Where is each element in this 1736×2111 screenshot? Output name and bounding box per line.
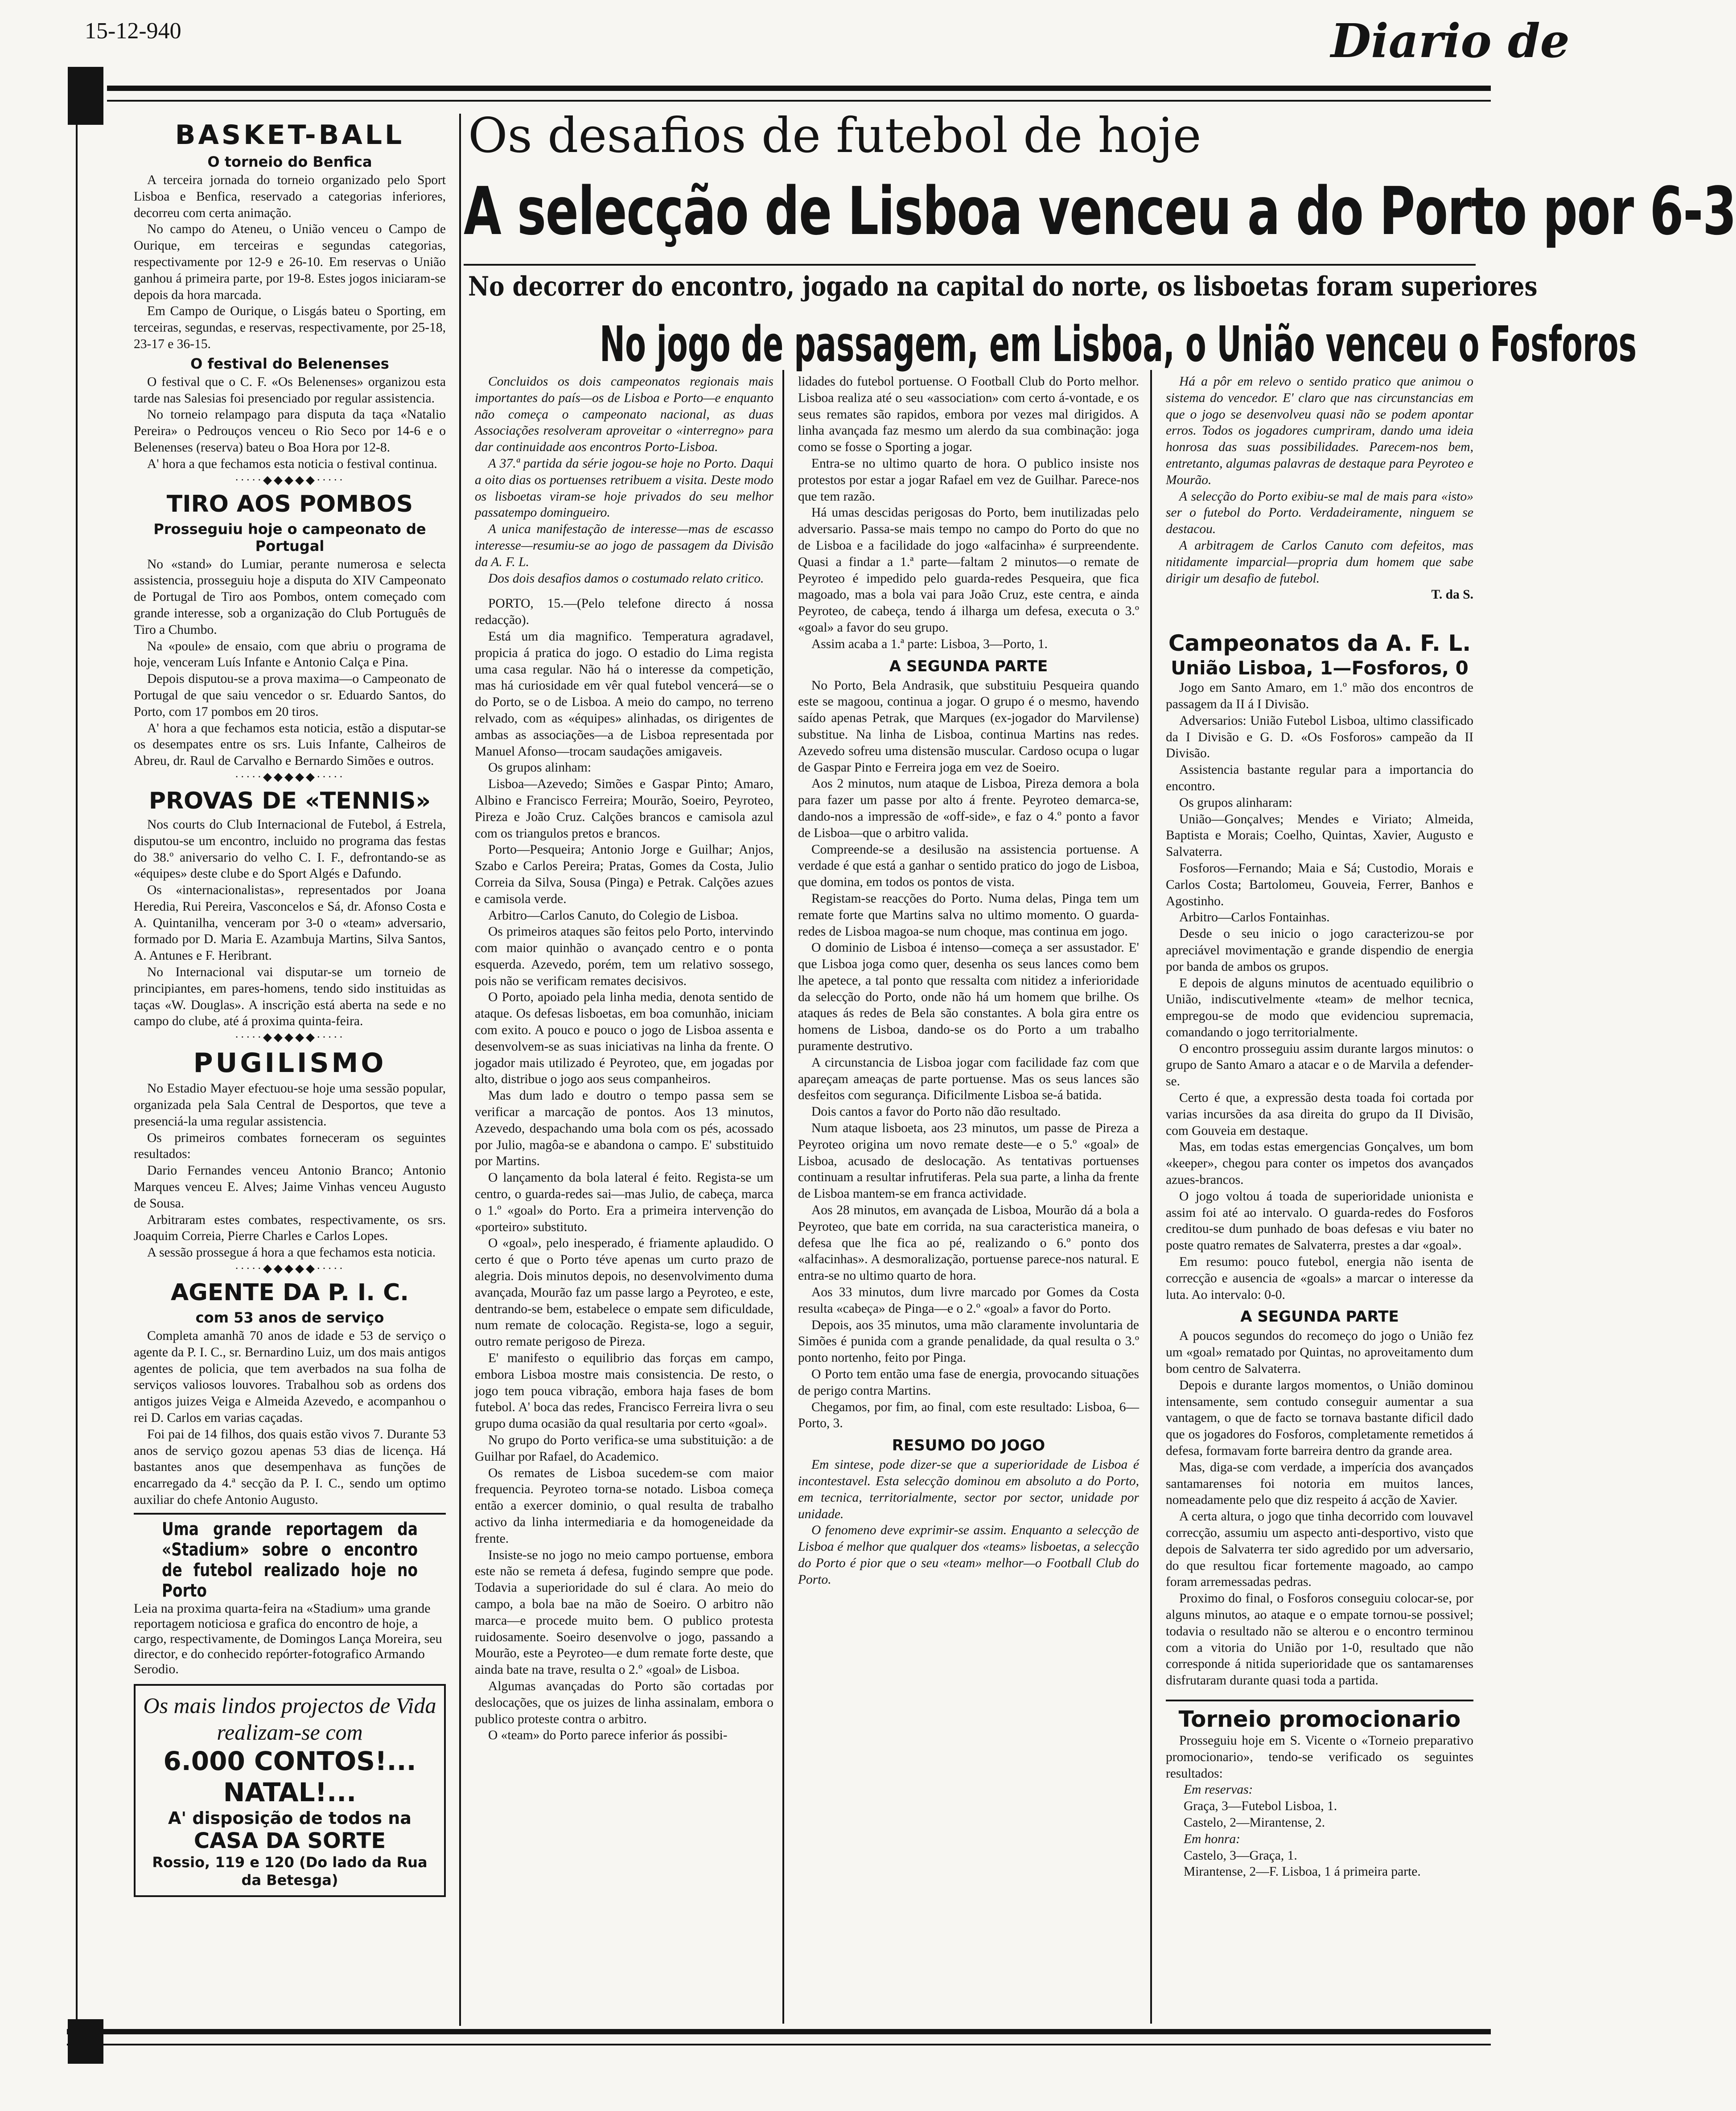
- article-paragraph: Os primeiros ataques são feitos pelo Porto, intervindo com maior quinhão o avançado centro e o ponta esquerda. Azevedo, porém, tem um relativo sossego, pois não se verificam remates decisivos.: [475, 924, 773, 988]
- sorte-ad-address: Rossio, 119 e 120 (Do lado da Rua da Betesga): [152, 1853, 428, 1889]
- result-line: Castelo, 2—Mirantense, 2.: [1184, 1815, 1325, 1830]
- article-paragraph: Aos 28 minutos, em avançada de Lisboa, Mourão dá a bola a Peyroteo, que bate em corrida, na sua caracteristica maneira, o defesa que lhe fica ao pé, realizando o 6.º ponto dos «alfacinhas». A desmoralização, portuense parece-nos natural. E entra-se no ultimo quarto de hora.: [798, 1203, 1139, 1283]
- page-date: 15-12-940: [85, 18, 181, 44]
- article-paragraph: Aos 2 minutos, num ataque de Lisboa, Pireza demora a bola para fazer um passe por alto á frente. Peyroteo demarca-se, dando-nos a impressão de «off-side», e faz o 4.º ponto a favor de Lisboa—que o arbitro valida.: [798, 776, 1139, 840]
- article-paragraph: E depois de alguns minutos de acentuado equilibrio o União, indiscutivelmente «team» de melhor tecnica, empregou-se de modo que evidenciou supremacia, comandando o jogo territorialmente.: [1166, 976, 1473, 1039]
- column-divider-1: [459, 114, 461, 2026]
- basket-subtitle: O torneio do Benfica: [207, 153, 372, 170]
- casa-da-sorte-ad: [134, 1684, 446, 1897]
- result-category: Em reservas:: [1184, 1782, 1253, 1797]
- result-category: Em honra:: [1184, 1832, 1241, 1846]
- article-paragraph: Assistencia bastante regular para a importancia do encontro.: [1166, 763, 1473, 793]
- tiro-subtitle: Prosseguiu hoje o campeonato de Portugal: [153, 520, 426, 554]
- top-rule: [107, 86, 1491, 91]
- column-divider-3: [1150, 370, 1152, 2024]
- sorte-ad-line: A' disposição de todos na: [168, 1808, 411, 1828]
- article-paragraph: No campo do Ateneu, o União venceu o Campo de Ourique, em terceiras e segundas categorias, respectivamente por 12-9 e 26-10. Em reservas o União ganhou á primeira parte, por 19-8. Estes jogos iniciaram-se depois da hora marcada.: [134, 222, 446, 302]
- corner-block-top: [68, 67, 103, 125]
- article-paragraph: Os primeiros combates forneceram os seguintes resultados:: [134, 1130, 446, 1162]
- corner-block-bottom: [68, 2019, 103, 2064]
- article-paragraph: Depois e durante largos momentos, o União dominou intensamente, sem contudo conseguir aumentar a sua vantagem, o que de facto se tornava bastante dificil dado que os jogadores do Fosforos, completamente remetidos á defesa, formavam forte barreira dentro da grande area.: [1166, 1378, 1473, 1458]
- article-paragraph: No grupo do Porto verifica-se uma substituição: a de Guilhar por Rafael, do Academico.: [475, 1433, 773, 1464]
- article-paragraph: Foi pai de 14 filhos, dos quais estão vivos 7. Durante 53 anos de serviço gozou apenas 53 dias de licença. Há bastantes anos que desempenhava as funções de encarregado da 4.ª secção da P. I. C., sendo um optimo auxiliar do chefe Antonio Augusto.: [134, 1427, 446, 1507]
- column-4: [1166, 374, 1473, 1880]
- agente-subtitle: com 53 anos de serviço: [195, 1309, 384, 1327]
- article-paragraph: O fenomeno deve exprimir-se assim. Enquanto a selecção de Lisboa é melhor que qualquer dos «teams» lisboetas, a selecção do Porto é pior que o seu «team» melhor—o Football Club do Porto.: [798, 1523, 1139, 1587]
- author-signature: T. da S.: [1431, 587, 1473, 602]
- article-paragraph: Arbitro—Carlos Fontainhas.: [1179, 910, 1330, 925]
- section-separator: ·····◆◆◆◆◆·····: [234, 1031, 345, 1044]
- article-paragraph: Completa amanhã 70 anos de idade e 53 de serviço o agente da P. I. C., sr. Bernardino Luiz, um dos mais antigos agentes de policia, que tem averbados na sua folha de serviços valiosos louvores. Trabalhou sob as ordens dos antigos juizes Veiga e Almeida Azevedo, e acompanhou o rei D. Carlos em varias caçadas.: [134, 1329, 446, 1425]
- article-paragraph: A' hora a que fechamos esta noticia, estão a disputar-se os desempates entre os srs. Luis Infante, Calheiros de Abreu, dr. Raul de Carvalho e Bernardo Simões e outros.: [134, 721, 446, 768]
- article-paragraph: Jogo em Santo Amaro, em 1.º mão dos encontros de passagem da II á I Divisão.: [1166, 681, 1473, 711]
- column-3: [798, 374, 1139, 1588]
- article-paragraph: Compreende-se a desilusão na assistencia portuense. A verdade é que está a ganhar o sentido pratico do jogo de Lisboa, que domina, em todos os pontos de vista.: [798, 842, 1139, 890]
- article-paragraph: O Porto, apoiado pela linha media, denota sentido de ataque. Os defesas lisboetas, em boa comunhão, iniciam com exito. A pouco e pouco o jogo de Lisboa assenta e desenvolvem-se as suas iniciativas na linha da frente. O jogador mais utilizado é Peyroteo, que, em jogadas por alto, distribue o jogo aos seus companheiros.: [475, 990, 773, 1087]
- left-margin-rule: [76, 114, 78, 2026]
- result-line: Castelo, 3—Graça, 1.: [1184, 1848, 1297, 1863]
- article-paragraph: Lisboa—Azevedo; Simões e Gaspar Pinto; Amaro, Albino e Francisco Ferreira; Mourão, Soeiro, Peyroteo, Pireza e João Cruz. Calções brancos e camisola azul com os triangulos pretos e brancos.: [475, 777, 773, 841]
- headline-rule: [464, 264, 1476, 266]
- section-separator: ·····◆◆◆◆◆·····: [234, 473, 345, 486]
- article-paragraph: A poucos segundos do recomeço do jogo o União fez um «goal» rematado por Quintas, no aproveitamento dum bom centro de Salvaterra.: [1166, 1329, 1473, 1376]
- stadium-ad-title: Uma grande reportagem da «Stadium» sobre o encontro de futebol realizado hoje no Porto: [162, 1519, 418, 1601]
- article-paragraph: PORTO, 15.—(Pelo telefone directo á nossa redacção).: [475, 596, 773, 628]
- main-kicker: Os desafios de futebol de hoje: [468, 108, 1201, 164]
- article-paragraph: A terceira jornada do torneio organizado pelo Sport Lisboa e Benfica, reservado a categorias inferiores, decorreu com certa animação.: [134, 173, 446, 220]
- result-line: Mirantense, 2—F. Lisboa, 1 á primeira parte.: [1184, 1865, 1421, 1879]
- article-paragraph: Desde o seu inicio o jogo caracterizou-se por apreciável movimentação e grande dispendio de energia por banda de ambos os grupos.: [1166, 927, 1473, 974]
- top-rule-thin: [107, 100, 1491, 102]
- sorte-ad-amount: 6.000 CONTOS!... NATAL!...: [163, 1745, 416, 1807]
- section-rule: [1166, 1700, 1473, 1701]
- article-paragraph: Os grupos alinharam:: [1179, 795, 1292, 810]
- bottom-rule: [67, 2029, 1491, 2034]
- campeonatos-subtitle: União Lisboa, 1—Fosforos, 0: [1171, 657, 1469, 679]
- article-paragraph: O «goal», pelo inesperado, é friamente aplaudido. O certo é que o Porto téve apenas um curto prazo de alegria. Dois minutos depois, no desenvolvimento duma avançada, Mourão faz um passe largo a Peyroteo, e este, dentrando-se bem, estabelece o empate sem dificuldade, num remate de colocação. Regista-se, logo a seguir, outro remate perigoso de Pireza.: [475, 1236, 773, 1349]
- sorte-ad-tagline: Os mais lindos projectos de Vida realizam-se com: [143, 1692, 436, 1745]
- segunda-parte-heading-2: A SEGUNDA PARTE: [1240, 1308, 1399, 1326]
- article-paragraph: Arbitro—Carlos Canuto, do Colegio de Lisboa.: [488, 908, 739, 923]
- article-paragraph: Mas, diga-se com verdade, a imperícia dos avançados santamarenses foi notoria em muitos lances, nomeadamente pelo que diz respeito á acção de Xavier.: [1166, 1460, 1473, 1507]
- article-paragraph: O «team» do Porto parece inferior ás possibi-: [488, 1728, 728, 1743]
- article-paragraph: Há a pôr em relevo o sentido pratico que animou o sistema do vencedor. E' claro que nas circunstancias em que o jogo se desenvolveu quasi não se podem apontar erros. Todos os jogadores cumpriram, dando uma ideia honrosa das suas possibilidades. Parecem-nos bem, entretanto, algumas palavras de destaque para Peyroteo e Mourão.: [1166, 374, 1473, 487]
- article-paragraph: O festival que o C. F. «Os Belenenses» organizou esta tarde nas Salesias foi presenciado por regular assistencia.: [134, 374, 446, 406]
- article-paragraph: Dois cantos a favor do Porto não dão resultado.: [811, 1105, 1061, 1119]
- article-paragraph: Prosseguiu hoje em S. Vicente o «Torneio preparativo promocionario», tendo-se verificado os seguintes resultados:: [1166, 1733, 1473, 1781]
- article-paragraph: O encontro prosseguiu assim durante largos minutos: o grupo de Santo Amaro a atacar e o de Marvila a defender-se.: [1166, 1041, 1473, 1089]
- article-paragraph: lidades do futebol portuense. O Football Club do Porto melhor. Lisboa realiza até o seu «association» com certo á-vontade, e os seus remates são rapidos, embora por vezes mal dirigidos. A linha avançada faz mesmo um alerdo da sua combinação: joga como se fosse o Sporting a jogar.: [798, 374, 1139, 455]
- article-paragraph: O jogo voltou á toada de superioridade unionista e assim foi até ao intervalo. O guarda-redes do Fosforos creditou-se dum punhado de boas defesas e viu bater no poste quatro remates de Salvaterra, prestes a dar «goal».: [1166, 1189, 1473, 1253]
- tiro-title: TIRO AOS POMBOS: [166, 490, 413, 517]
- tennis-title: PROVAS DE «TENNIS»: [148, 787, 431, 814]
- article-paragraph: Insiste-se no jogo no meio campo portuense, embora este não se remeta á defesa, fugindo sempre que pode. Todavia a superioridade do sul é clara. Ao meio do campo, a bola bae na mão de Soeiro. O arbitro não marca—e procede muito bem. O publico protesta ruidosamente. Soeiro desenvolve o jogo, passando a Mourão, este a Peyroteo—e dum remate forte deste, que ainda bate na trave, resulta o 2.º «goal» de Lisboa.: [475, 1548, 773, 1677]
- section-separator: ·····◆◆◆◆◆·····: [234, 1262, 345, 1275]
- festival-title: O festival do Belenenses: [190, 355, 389, 372]
- article-paragraph: Chegamos, por fim, ao final, com este resultado: Lisboa, 6—Porto, 3.: [798, 1400, 1139, 1431]
- article-paragraph: Depois, aos 35 minutos, uma mão claramente involuntaria de Simões é punida com a grande penalidade, da qual resulta o 3.º ponto nortenho, feito por Pinga.: [798, 1318, 1139, 1365]
- intro-paragraph: A unica manifestação de interesse—mas de escasso interesse—resumiu-se ao jogo de passagem da Divisão da A. F. L.: [475, 522, 773, 569]
- article-paragraph: E' manifesto o equilibrio das forças em campo, embora Lisboa mostre mais consistencia. De resto, o jogo tem pouca vibração, embora haja fases de bom futebol. A' boca das redes, Francisco Ferreira livra o seu grupo duma ocasião da qual resultaria por certo «goal».: [475, 1351, 773, 1431]
- article-paragraph: Adversarios: União Futebol Lisboa, ultimo classificado da I Divisão e G. D. «Os Fosforos» campeão da II Divisão.: [1166, 713, 1473, 761]
- article-paragraph: Em resumo: pouco futebol, energia não isenta de correcção e ausencia de «goals» a marcar o interesse da luta. Ao intervalo: 0-0.: [1166, 1255, 1473, 1302]
- stadium-ad-text: Leia na proxima quarta-feira na «Stadium» uma grande reportagem noticiosa e grafica do encontro de hoje, a cargo, respectivamente, de Domingos Lança Moreira, seu director, e do conhecido repórter-fotografico Armando Serodio.: [134, 1601, 442, 1676]
- article-paragraph: Arbitraram estes combates, respectivamente, os srs. Joaquim Correia, Pierre Charles e Carlos Lopes.: [134, 1212, 446, 1244]
- article-paragraph: No torneio relampago para disputa da taça «Natalio Pereira» o Pedrouços venceu o Rio Seco por 14-6 e o Belenenses (reserva) bateu o Boa Hora por 12-8.: [134, 407, 446, 455]
- article-paragraph: O dominio de Lisboa é intenso—começa a ser assustador. E' que Lisboa joga como quer, desenha os seus lances como bem lhe apetece, a tal ponto que ressalta com nitidez a inferioridade da selecção do Porto, onde não há um homem que brilhe. Os ataques ás redes de Bela são constantes. A bola gira entre os homens de Lisboa, dando-se os do Porto a um trabalho puramente destrutivo.: [798, 941, 1139, 1054]
- column-divider-2: [782, 370, 784, 2024]
- pugilismo-title: PUGILISMO: [193, 1047, 387, 1079]
- resumo-heading: RESUMO DO JOGO: [892, 1437, 1045, 1455]
- intro-paragraph: Dos dois desafios damos o costumado relato critico.: [488, 571, 764, 586]
- article-paragraph: Fosforos—Fernando; Maia e Sá; Custodio, Morais e Carlos Costa; Bartolomeu, Gouveia, Ferrer, Banhos e Agostinho.: [1166, 861, 1473, 908]
- article-paragraph: A certa altura, o jogo que tinha decorrido com louvavel correcção, assumiu um aspecto anti-desportivo, visto que depois de Salvaterra ter sido agredido por um adversario, do que resultou ficar fortemente magoado, ao campo foram arremessadas pedras.: [1166, 1509, 1473, 1589]
- section-rule: [134, 1513, 446, 1515]
- article-paragraph: Entra-se no ultimo quarto de hora. O publico insiste nos protestos por estar a jogar Rafael em vez de Guilhar. Parece-nos que tem razão.: [798, 456, 1139, 504]
- agente-title: AGENTE DA P. I. C.: [170, 1279, 409, 1306]
- article-paragraph: Nos courts do Club Internacional de Futebol, á Estrela, disputou-se um encontro, incluido no programa das festas do 38.º aniversario do velho C. I. F., defrontando-se as «équipes» deste clube e do Sport Algés e Dafundo.: [134, 817, 446, 881]
- article-paragraph: No «stand» do Lumiar, perante numerosa e selecta assistencia, prosseguiu hoje a disputa do XIV Campeonato de Portugal de Tiro aos Pombos, ontem começado com grande interesse, sob a organização do Club Português de Tiro a Chumbo.: [134, 557, 446, 637]
- article-paragraph: No Internacional vai disputar-se um torneio de principiantes, em pares-homens, tendo sido instituidas as taças «W. Douglas». A inscrição está aberta na sede e no campo do clube, até á proxima quinta-feira.: [134, 965, 446, 1029]
- column-1: [134, 117, 446, 1897]
- article-paragraph: União—Gonçalves; Mendes e Viriato; Almeida, Baptista e Morais; Coelho, Quintas, Xavier, Augusto e Salvaterra.: [1166, 812, 1473, 859]
- article-paragraph: No Porto, Bela Andrasik, que substituiu Pesqueira quando este se magoou, continua a jogar. O grupo é o mesmo, havendo saído apenas Petrak, que Marques (ex-jogador do Marvilense) substitue. Na linha de Lisboa, continua Martins nas redes. Azevedo sofreu uma distensão muscular. Cardoso ocupa o lugar de Gaspar Pinto e Ferreira joga em vez de Soeiro.: [798, 678, 1139, 775]
- result-line: Graça, 3—Futebol Lisboa, 1.: [1184, 1799, 1337, 1814]
- article-paragraph: A arbitragem de Carlos Canuto com defeitos, mas nitidamente imparcial—propria dum homem que sabe dirigir um desafio de futebol.: [1166, 538, 1473, 586]
- article-paragraph: Aos 33 minutos, dum livre marcado por Gomes da Costa resulta «cabeça» de Pinga—e o 2.º «goal» a favor do Porto.: [798, 1285, 1139, 1316]
- intro-paragraph: A 37.ª partida da série jogou-se hoje no Porto. Daqui a oito dias os portuenses retribuem a visita. Deste modo os lisboetas viram-se hoje privados do seu melhor passatempo domingueiro.: [475, 456, 773, 520]
- article-paragraph: Porto—Pesqueira; Antonio Jorge e Guilhar; Anjos, Szabo e Carlos Pereira; Pratas, Gomes da Costa, Julio Correia da Silva, Sousa (Pinga) e Petrak. Calções azues e camisola verde.: [475, 842, 773, 906]
- main-headline: A selecção de Lisboa venceu a do Porto por 6-3: [464, 173, 1736, 250]
- campeonatos-title: Campeonatos da A. F. L.: [1168, 630, 1471, 657]
- article-paragraph: Em Campo de Ourique, o Lisgás bateu o Sporting, em terceiras, segundas, e reservas, respectivamente, por 25-18, 23-17 e 36-15.: [134, 304, 446, 351]
- article-paragraph: Depois disputou-se a prova maxima—o Campeonato de Portugal de que saiu vencedor o sr. Eduardo Santos, do Porto, com 17 pombos em 20 tiros.: [134, 672, 446, 719]
- intro-paragraph: Concluidos os dois campeonatos regionais mais importantes do país—os de Lisboa e Porto—e enquanto não começa o campeonato nacional, as duas Associações resolveram aproveitar o «interregno» para dar continuidade aos encontros Porto-Lisboa.: [475, 374, 773, 455]
- article-paragraph: No Estadio Mayer efectuou-se hoje uma sessão popular, organizada pela Sala Central de Desportos, que teve a presenciá-la uma regular assistencia.: [134, 1081, 446, 1129]
- basket-title: BASKET-BALL: [175, 119, 405, 151]
- section-separator: ·····◆◆◆◆◆·····: [234, 770, 345, 783]
- article-paragraph: Dario Fernandes venceu Antonio Branco; Antonio Marques venceu E. Alves; Jaime Vinhas venceu Augusto de Sousa.: [134, 1163, 446, 1211]
- article-paragraph: Os «internacionalistas», representados por Joana Heredia, Rui Pereira, Vasconcelos e Sá, dr. Afonso Costa e A. Quintanilha, venceram por 3-0 o «team» adversario, formado por D. Maria E. Azambuja Martins, Silva Santos, A. Antunes e F. Heribrant.: [134, 883, 446, 963]
- article-paragraph: Está um dia magnifico. Temperatura agradavel, propicia á pratica do jogo. O estadio do Lima regista uma casa regular. Não há o interesse da competição, mas há curiosidade em vêr qual futebol vencerá—se o do Porto, se o de Lisboa. A meio do campo, no terreno relvado, com as «équipes» alinhadas, os dirigentes de ambas as associações—a de Lisboa representada por Manuel Afonso—trocam saudações amigaveis.: [475, 629, 773, 759]
- article-paragraph: A circunstancia de Lisboa jogar com facilidade faz com que apareçam ameaças de parte portuense. Mas os seus lances são desfeitos com segurança. Dificilmente Lisboa se-á batida.: [798, 1055, 1139, 1103]
- article-paragraph: A selecção do Porto exibiu-se mal de mais para «isto» ser o futebol do Porto. Verdadeiramente, ninguem se destacou.: [1166, 489, 1473, 537]
- sorte-ad-brand: CASA DA SORTE: [193, 1828, 386, 1853]
- column-2: [475, 374, 773, 1744]
- main-subhead-1: No decorrer do encontro, jogado na capital do norte, os lisboetas foram superiores: [468, 271, 1538, 302]
- article-paragraph: Assim acaba a 1.ª parte: Lisboa, 3—Porto, 1.: [811, 637, 1048, 651]
- article-paragraph: A sessão prossegue á hora a que fechamos esta noticia.: [147, 1245, 436, 1260]
- article-paragraph: O lançamento da bola lateral é feito. Regista-se um centro, o guarda-redes sai—mas Julio, de cabeça, marca o 1.º «goal» do Porto. Era a primeira intervenção do «porteiro» substituto.: [475, 1170, 773, 1234]
- article-paragraph: Em sintese, pode dizer-se que a superioridade de Lisboa é incontestavel. Esta selecção dominou em absoluto a do Porto, em tecnica, territorialmente, sector por sector, unidade por unidade.: [798, 1458, 1139, 1521]
- article-paragraph: Proximo do final, o Fosforos conseguiu colocar-se, por alguns minutos, ao ataque e o empate tornou-se possivel; todavia o resultado não se alterou e o encontro terminou com a vitoria do União por 1-0, resultado que não corresponde á nitida superioridade que os santamarenses disfrutaram durante quasi toda a partida.: [1166, 1591, 1473, 1688]
- article-paragraph: O Porto tem então uma fase de energia, provocando situações de perigo contra Martins.: [798, 1367, 1139, 1398]
- article-paragraph: Os remates de Lisboa sucedem-se com maior frequencia. Peyroteo torna-se notado. Lisboa começa então a exercer dominio, o qual resulta de trabalho activo da linha intermediaria e da homogeneidade da frente.: [475, 1466, 773, 1546]
- bottom-rule-thin: [67, 2044, 1491, 2045]
- article-paragraph: Na «poule» de ensaio, com que abriu o programa de hoje, venceram Luís Infante e Antonio Calça e Pina.: [134, 639, 446, 670]
- segunda-parte-heading: A SEGUNDA PARTE: [889, 657, 1048, 675]
- main-subhead-2: No jogo de passagem, em Lisboa, o União venceu o Fosforos: [600, 316, 1637, 373]
- article-paragraph: Algumas avançadas do Porto são cortadas por deslocações, que os juizes de linha assinalam, embora o publico proteste contra o arbitro.: [475, 1679, 773, 1726]
- article-paragraph: Num ataque lisboeta, aos 23 minutos, um passe de Pireza a Peyroteo origina um novo remate deste—e o 5.º «goal» de Lisboa, acusado de deslocação. As tentativas portuenses continuam a resultar infrutiferas. Pela sua parte, a linha da frente de Lisboa mantem-se em franca actividade.: [798, 1121, 1139, 1201]
- article-paragraph: Mas dum lado e doutro o tempo passa sem se verificar a marcação de pontos. Aos 13 minutos, Azevedo, despachando uma bola com os pés, acossado por Julio, magôa-se e abandona o campo. E' substituido por Martins.: [475, 1088, 773, 1169]
- article-paragraph: A' hora a que fechamos esta noticia o festival continua.: [147, 456, 437, 471]
- torneio-title: Torneio promocionario: [1178, 1706, 1461, 1732]
- masthead: Diario de: [1331, 13, 1570, 68]
- article-paragraph: Registam-se reacções do Porto. Numa delas, Pinga tem um remate forte que Martins salva no ultimo momento. O guarda-redes de Lisboa magoa-se num choque, mas continua em jogo.: [798, 891, 1139, 939]
- article-paragraph: Há umas descidas perigosas do Porto, bem inutilizadas pelo adversario. Passa-se mais tempo no campo do Porto do que no de Lisboa e a facilidade do jogo «alfacinha» é surpreendente. Quasi a findar a 1.ª parte—faltam 2 minutos—o remate de Peyroteo é impedido pelo guarda-redes Pesqueira, que fica magoado, mas a bola vai para João Cruz, este centra, e ainda Peyroteo, de cabeça, tendo á ilharga um defesa, executa o 3.º «goal» a favor do seu grupo.: [798, 505, 1139, 635]
- article-paragraph: Os grupos alinham:: [488, 760, 592, 775]
- article-paragraph: Mas, em todas estas emergencias Gonçalves, um bom «keeper», chegou para conter os impetos dos avançados azues-brancos.: [1166, 1140, 1473, 1187]
- article-paragraph: Certo é que, a expressão desta toada foi cortada por varias incursões da asa direita do grupo da II Divisão, com Gouveia em destaque.: [1166, 1091, 1473, 1138]
